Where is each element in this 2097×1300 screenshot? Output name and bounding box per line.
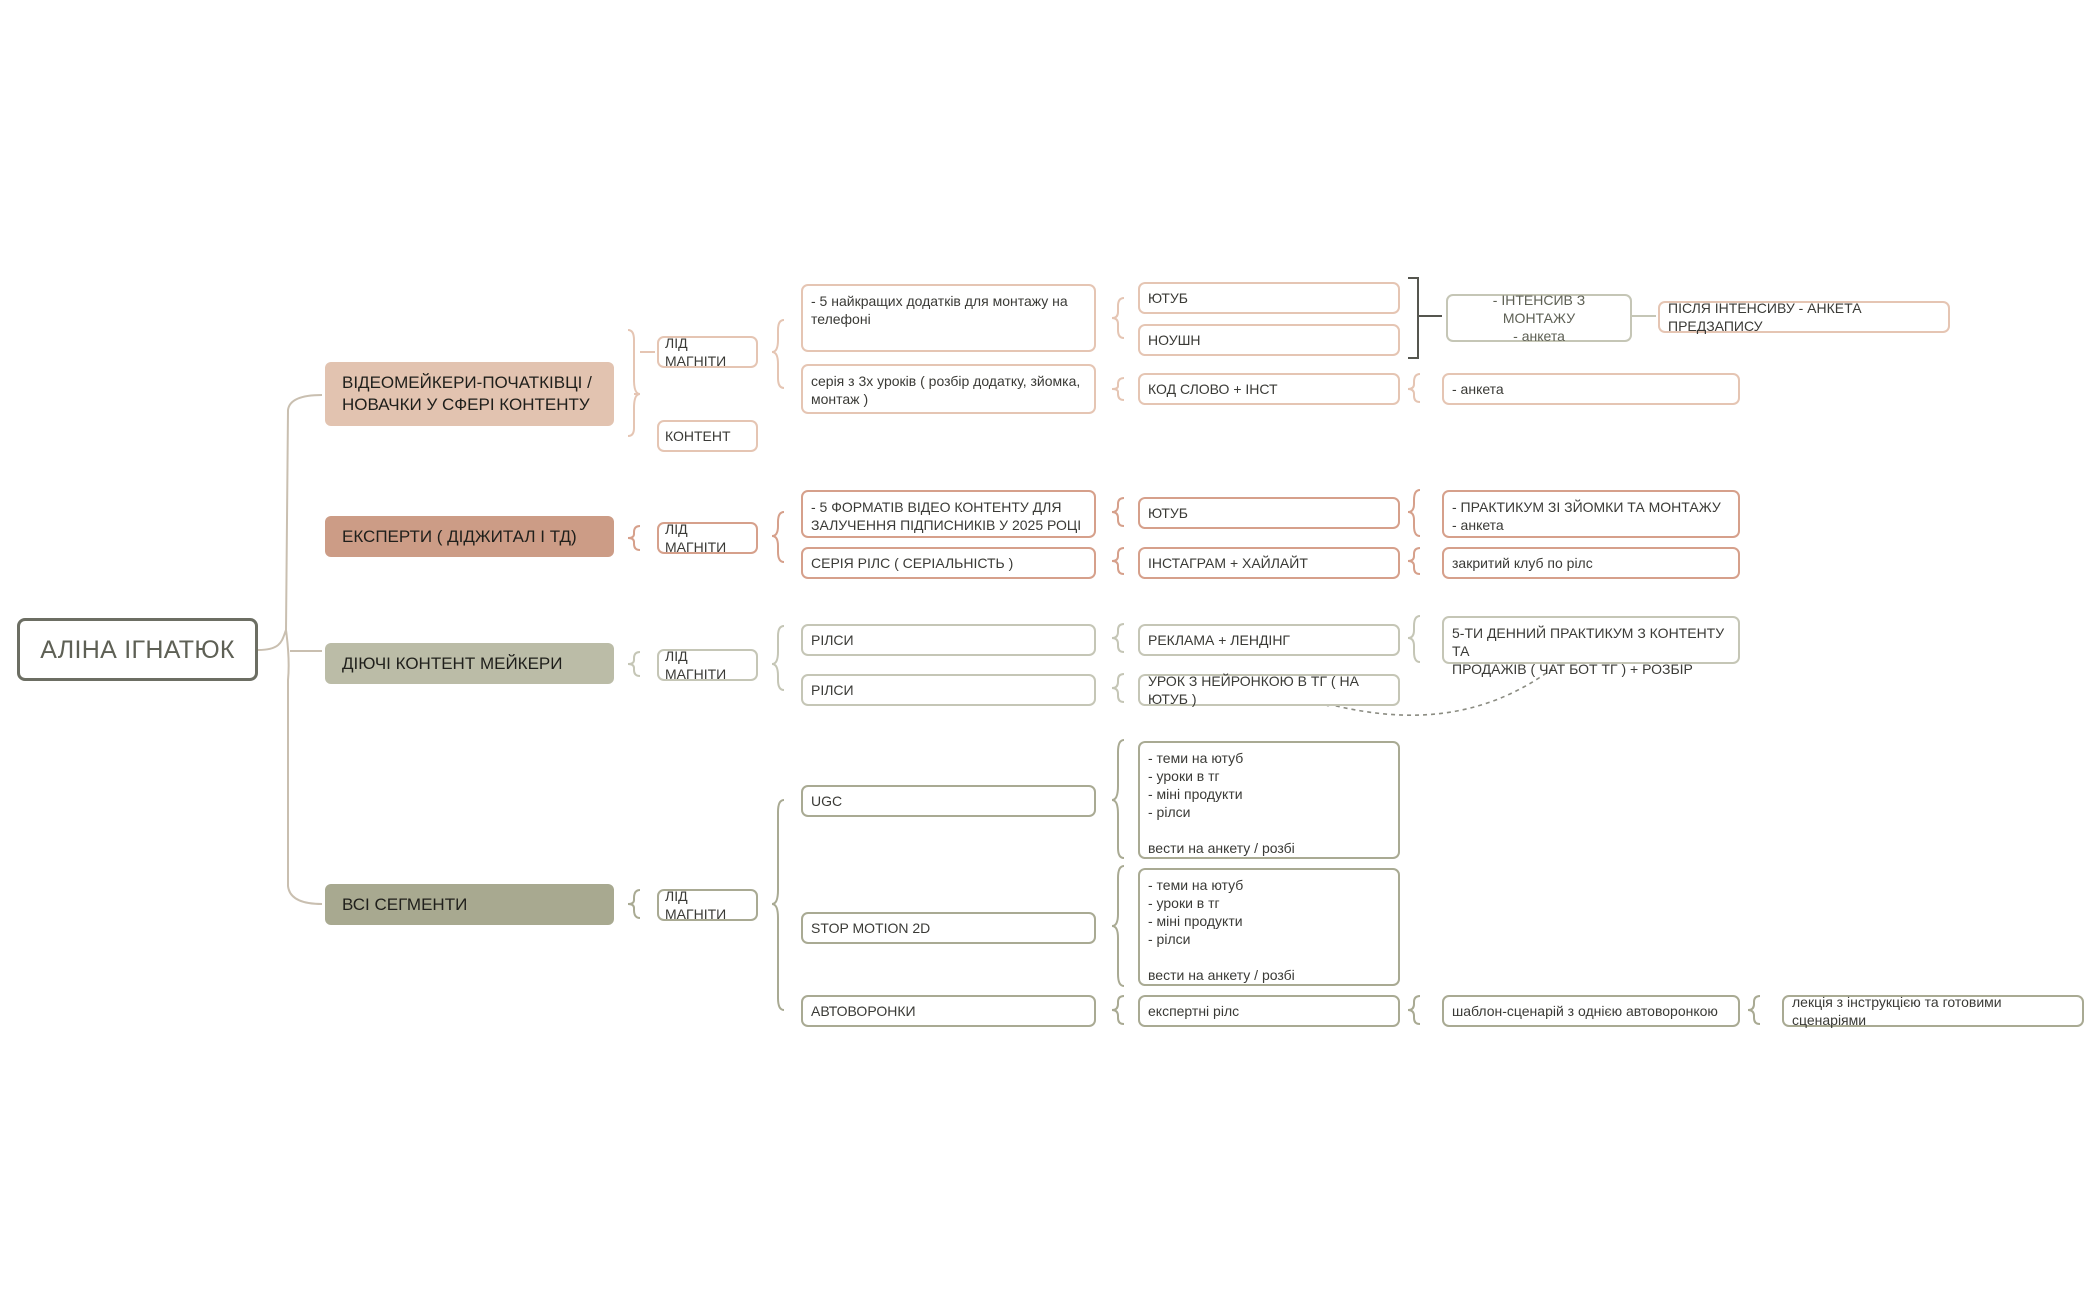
s1-intensive[interactable]: - ІНТЕНСИВ З МОНТАЖУ - анкета: [1446, 294, 1632, 342]
s1-codeword-insta[interactable]: КОД СЛОВО + ІНСТ: [1138, 373, 1400, 405]
s4-lead-magnets[interactable]: ЛІД МАГНІТИ: [657, 889, 758, 921]
s1-magnet-lesson-series[interactable]: серія з 3х уроків ( розбір додатку, зйомка, монтаж ): [801, 364, 1096, 414]
s1-after-intensive[interactable]: ПІСЛЯ ІНТЕНСИВУ - АНКЕТА ПРЕДЗАПИСУ: [1658, 301, 1950, 333]
s1-youtube[interactable]: ЮТУБ: [1138, 282, 1400, 314]
s1-notion[interactable]: НОУШН: [1138, 324, 1400, 356]
s3-reels-1[interactable]: РІЛСИ: [801, 624, 1096, 656]
s4-stop-motion[interactable]: STOP MOTION 2D: [801, 912, 1096, 944]
s1-magnet-apps[interactable]: - 5 найкращих додатків для монтажу на телефоні: [801, 284, 1096, 352]
segment-experts[interactable]: ЕКСПЕРТИ ( ДІДЖИТАЛ І ТД): [325, 516, 614, 557]
s1-form[interactable]: - анкета: [1442, 373, 1740, 405]
s2-closed-club[interactable]: закритий клуб по рілс: [1442, 547, 1740, 579]
s4-stop-motion-detail[interactable]: - теми на ютуб - уроки в тг - міні продукти - рілси вести на анкету / розбі: [1138, 868, 1400, 986]
s4-expert-reels[interactable]: експертні рілс: [1138, 995, 1400, 1027]
s2-magnet-formats[interactable]: - 5 ФОРМАТІВ ВІДЕО КОНТЕНТУ ДЛЯ ЗАЛУЧЕННЯ ПІДПИСНИКІВ У 2025 РОЦІ: [801, 490, 1096, 538]
s3-reels-2[interactable]: РІЛСИ: [801, 674, 1096, 706]
segment-active-creators[interactable]: ДІЮЧІ КОНТЕНТ МЕЙКЕРИ: [325, 643, 614, 684]
s2-practicum[interactable]: - ПРАКТИКУМ ЗІ ЗЙОМКИ ТА МОНТАЖУ - анкета: [1442, 490, 1740, 538]
s4-ugc[interactable]: UGC: [801, 785, 1096, 817]
segment-beginners[interactable]: ВІДЕОМЕЙКЕРИ-ПОЧАТКІВЦІ / НОВАЧКИ У СФЕРІ КОНТЕНТУ: [325, 362, 614, 426]
s4-ugc-detail[interactable]: - теми на ютуб - уроки в тг - міні продукти - рілси вести на анкету / розбі: [1138, 741, 1400, 859]
s2-reels-series[interactable]: СЕРІЯ РІЛС ( СЕРІАЛЬНІСТЬ ): [801, 547, 1096, 579]
s3-ads-landing[interactable]: РЕКЛАМА + ЛЕНДІНГ: [1138, 624, 1400, 656]
s2-youtube[interactable]: ЮТУБ: [1138, 497, 1400, 529]
s4-lecture[interactable]: лекція з інструкцією та готовими сценаріями: [1782, 995, 2084, 1027]
segment-all[interactable]: ВСІ СЕГМЕНТИ: [325, 884, 614, 925]
s2-lead-magnets[interactable]: ЛІД МАГНІТИ: [657, 522, 758, 554]
s3-5day-practicum[interactable]: 5-ТИ ДЕННИЙ ПРАКТИКУМ З КОНТЕНТУ ТА ПРОДАЖІВ ( ЧАТ БОТ ТГ ) + РОЗБІР: [1442, 616, 1740, 664]
s3-ai-lesson[interactable]: УРОК З НЕЙРОНКОЮ В ТГ ( НА ЮТУБ ): [1138, 674, 1400, 706]
s1-content[interactable]: КОНТЕНТ: [657, 420, 758, 452]
s2-instagram-highlight[interactable]: ІНСТАГРАМ + ХАЙЛАЙТ: [1138, 547, 1400, 579]
s4-autofunnels[interactable]: АВТОВОРОНКИ: [801, 995, 1096, 1027]
s3-lead-magnets[interactable]: ЛІД МАГНІТИ: [657, 649, 758, 681]
s4-template-script[interactable]: шаблон-сценарій з однією автоворонкою: [1442, 995, 1740, 1027]
root-node[interactable]: АЛІНА ІГНАТЮК: [17, 618, 258, 681]
s1-lead-magnets[interactable]: ЛІД МАГНІТИ: [657, 336, 758, 368]
